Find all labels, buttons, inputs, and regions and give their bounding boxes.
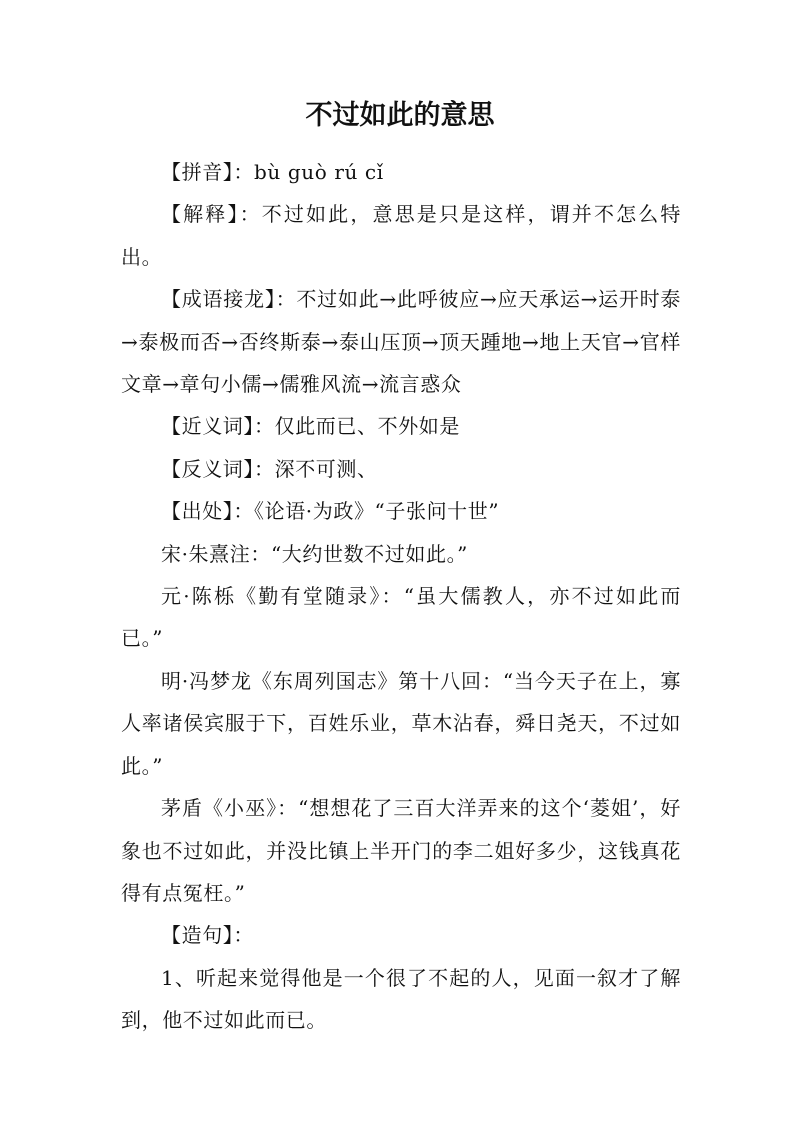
document-body bbox=[121, 151, 681, 1042]
example-sentences-heading: 【造句】： bbox=[161, 923, 254, 948]
source-quote-zhuxi: 宋·朱熹注：“大约世数不过如此。” bbox=[161, 541, 469, 566]
source-quote-chenli: 元·陈栎《勤有堂随录》：“虽大儒教人，亦不过如此而已。” bbox=[121, 584, 681, 651]
example-sentence-1: 1、听起来觉得他是一个很了不起的人，见面一叙才了解到，他不过如此而已。 bbox=[121, 965, 681, 1033]
explanation-paragraph: 【解释】：不过如此，意思是只是这样，谓并不怎么特出。 bbox=[121, 202, 681, 269]
synonyms-paragraph: 【近义词】：仅此而已、不外如是 bbox=[161, 414, 460, 439]
idiom-chain-paragraph: 【成语接龙】：不过如此→此呼彼应→应天承运→运开时泰→泰极而否→否终斯泰→泰山压顶→顶天踵地→地上天官→官样文章→章句小儒→儒雅风流→流言惑众 bbox=[121, 287, 681, 397]
source-paragraph: 【出处】：《论语·为政》“子张问十世” bbox=[161, 499, 500, 524]
page-title: 不过如此的意思 bbox=[305, 100, 495, 131]
source-quote-maodun: 茅盾《小巫》：“想想花了三百大洋弄来的这个‘菱姐’，好象也不过如此，并没比镇上半开门的李二姐好多少，这钱真花得有点冤枉。” bbox=[121, 796, 681, 905]
pinyin-paragraph: 【拼音】：bù guò rú cǐ bbox=[161, 160, 384, 184]
source-quote-fengmenglong: 明·冯梦龙《东周列国志》第十八回：“当今天子在上，寡人率诸侯宾服于下，百姓乐业，草木沾春，舜日尧天，不过如此。” bbox=[121, 668, 681, 778]
antonyms-paragraph: 【反义词】：深不可测、 bbox=[161, 456, 378, 481]
